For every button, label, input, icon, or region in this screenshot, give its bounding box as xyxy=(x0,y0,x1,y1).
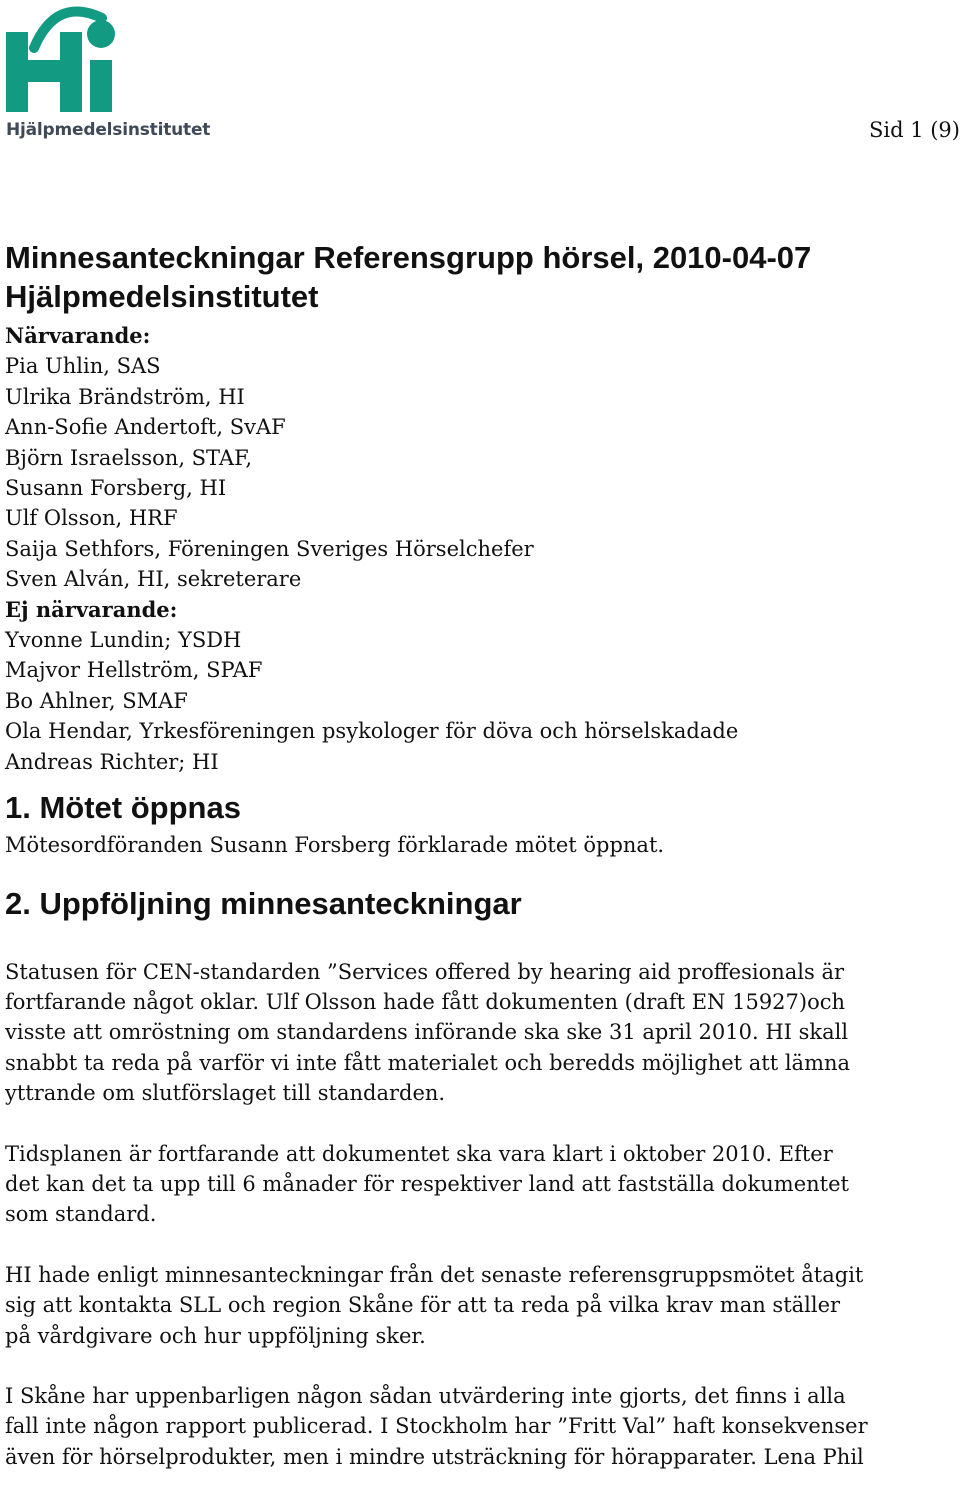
paragraph-line: HI hade enligt minnesanteckningar från det senaste referensgruppsmötet åtagit xyxy=(5,1262,864,1287)
absentee: Majvor Hellström, SPAF xyxy=(5,658,263,683)
paragraph-line: fortfarande något oklar. Ulf Olsson hade fått dokumenten (draft EN 15927)och xyxy=(5,989,846,1014)
document-title xyxy=(5,238,955,316)
attendee: Ulrika Brändström, HI xyxy=(5,384,245,409)
absentee: Bo Ahlner, SMAF xyxy=(5,688,188,713)
page-number: Sid 1 (9) xyxy=(868,118,960,142)
section-1-text xyxy=(5,830,955,860)
paragraph-line: Tidsplanen är fortfarande att dokumentet ska vara klart i oktober 2010. Efter xyxy=(5,1141,833,1166)
section-2-paragraph xyxy=(5,1139,955,1230)
paragraph-line: det kan det ta upp till 6 månader för respektiver land att fastställa dokumentet xyxy=(5,1171,849,1196)
hi-logo-mark xyxy=(4,2,134,117)
paragraph-line: även för hörselprodukter, men i mindre utsträckning för hörapparater. Lena Phil xyxy=(5,1444,864,1469)
attendance-list xyxy=(5,321,955,777)
present-label: Närvarande: xyxy=(5,323,151,348)
paragraph-line: yttrande om slutförslaget till standarden. xyxy=(5,1081,446,1106)
attendee: Ulf Olsson, HRF xyxy=(5,506,178,531)
absentee: Yvonne Lundin; YSDH xyxy=(5,628,242,653)
absentee: Ola Hendar, Yrkesföreningen psykologer för döva och hörselskadade xyxy=(5,719,739,744)
title-line-1: Minnesanteckningar Referensgrupp hörsel, 2010-04-07 xyxy=(5,240,812,275)
absentee: Andreas Richter; HI xyxy=(5,749,219,774)
title-line-2: Hjälpmedelsinstitutet xyxy=(5,279,319,314)
attendee: Susann Forsberg, HI xyxy=(5,476,227,501)
section-2-paragraph xyxy=(5,957,955,1109)
paragraph-line: I Skåne har uppenbarligen någon sådan utvärdering inte gjorts, det finns i alla xyxy=(5,1383,846,1408)
section-1-heading: 1. Mötet öppnas xyxy=(5,790,241,826)
attendee: Ann-Sofie Andertoft, SvAF xyxy=(5,415,286,440)
paragraph-line: på vårdgivare och hur uppföljning sker. xyxy=(5,1323,426,1348)
attendee: Pia Uhlin, SAS xyxy=(5,354,161,379)
hi-logo xyxy=(4,2,211,147)
paragraph-line: fall inte någon rapport publicerad. I Stockholm har ”Fritt Val” haft konsekvenser xyxy=(5,1414,868,1439)
attendee: Saija Sethfors, Föreningen Sveriges Hörselchefer xyxy=(5,536,534,561)
paragraph-line: Statusen för CEN-standarden ”Services offered by hearing aid proffesionals är xyxy=(5,959,845,984)
section-2-paragraph xyxy=(5,1381,955,1472)
section-2-paragraph xyxy=(5,1260,955,1351)
absent-label: Ej närvarande: xyxy=(5,596,178,622)
document-body xyxy=(5,238,955,1472)
attendee: Sven Alván, HI, sekreterare xyxy=(5,567,302,592)
logo-wordmark: Hjälpmedelsinstitutet xyxy=(6,120,211,140)
section-1-line: Mötesordföranden Susann Forsberg förklarade mötet öppnat. xyxy=(5,833,665,858)
paragraph-line: snabbt ta reda på varför vi inte fått materialet och beredds möjlighet att lämna xyxy=(5,1050,851,1075)
paragraph-line: visste att omröstning om standardens införande ska ske 31 april 2010. HI skall xyxy=(5,1020,849,1045)
attendee: Björn Israelsson, STAF, xyxy=(5,445,253,470)
paragraph-line: som standard. xyxy=(5,1202,157,1227)
section-2-heading: 2. Uppföljning minnesanteckningar xyxy=(5,885,522,921)
paragraph-line: sig att kontakta SLL och region Skåne för att ta reda på vilka krav man ställer xyxy=(5,1293,841,1318)
